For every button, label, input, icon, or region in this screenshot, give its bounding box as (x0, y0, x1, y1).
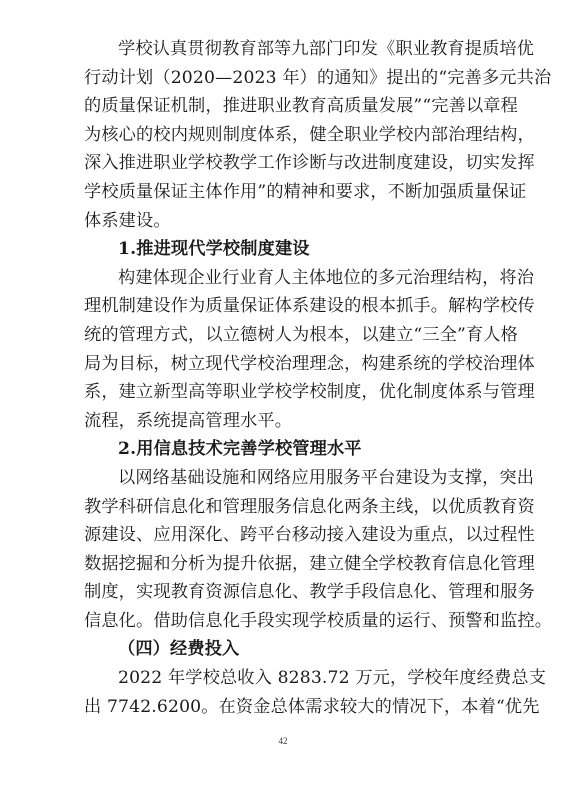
paragraph-line: 制度，实现教育资源信息化、教学手段信息化、管理和服务 (84, 582, 535, 603)
paragraph-line: 流程，系统提高管理水平。 (84, 410, 293, 431)
paragraph-line: 体系建设。 (84, 210, 171, 231)
document-page (84, 35, 553, 721)
page-number: 42 (278, 736, 288, 746)
paragraph-line: 学校认真贯彻教育部等九部门印发《职业教育提质培优 (118, 39, 535, 59)
paragraph-line: 数据挖掘和分析为提升依据，建立健全学校教育信息化管理 (84, 553, 535, 574)
paragraph-line: 为核心的校内规则制度体系，健全职业学校内部治理结构， (84, 124, 535, 145)
paragraph-line: 行动计划（2020—2023 年）的通知》提出的“完善多元共治 (84, 67, 552, 88)
paragraph-line: 以网络基础设施和网络应用服务平台建设为支撑，突出 (118, 467, 535, 488)
paragraph-line: 信息化。借助信息化手段实现学校质量的运行、预警和监控。 (84, 610, 553, 631)
paragraph-line: 理机制建设作为质量保证体系建设的根本抓手。解构学校传 (84, 296, 535, 317)
paragraph-line: 学校质量保证主体作用”的精神和要求，不断加强质量保证 (84, 181, 527, 202)
paragraph-line: 的质量保证机制，推进职业教育高质量发展”“完善以章程 (84, 96, 518, 117)
paragraph-line: 出 7742.6200。在资金总体需求较大的情况下，本着“优先 (84, 696, 540, 717)
section-heading-funding: （四）经费投入 (118, 639, 240, 660)
paragraph-line: 深入推进职业学校教学工作诊断与改进制度建设，切实发挥 (84, 153, 535, 174)
heading-information-technology: 2.用信息技术完善学校管理水平 (118, 439, 362, 460)
paragraph-governance (84, 264, 535, 436)
paragraph-line: 教学科研信息化和管理服务信息化两条主线，以优质教育资 (84, 496, 535, 517)
paragraph-line: 2022 年学校总收入 8283.72 万元，学校年度经费总支 (118, 668, 547, 689)
paragraph-line: 统的管理方式，以立德树人为根本，以建立“三全”育人格 (84, 324, 518, 345)
paragraph-funding (84, 664, 547, 721)
paragraph-line: 构建体现企业行业育人主体地位的多元治理结构，将治 (118, 267, 535, 288)
paragraph-intro (84, 35, 552, 235)
paragraph-line: 源建设、应用深化、跨平台移动接入建设为重点，以过程性 (84, 525, 535, 546)
paragraph-informatization (84, 464, 553, 636)
heading-modern-school-system: 1.推进现代学校制度建设 (118, 239, 310, 260)
paragraph-line: 局为目标，树立现代学校治理理念，构建系统的学校治理体 (84, 353, 535, 374)
paragraph-line: 系，建立新型高等职业学校学校制度，优化制度体系与管理 (84, 382, 535, 403)
